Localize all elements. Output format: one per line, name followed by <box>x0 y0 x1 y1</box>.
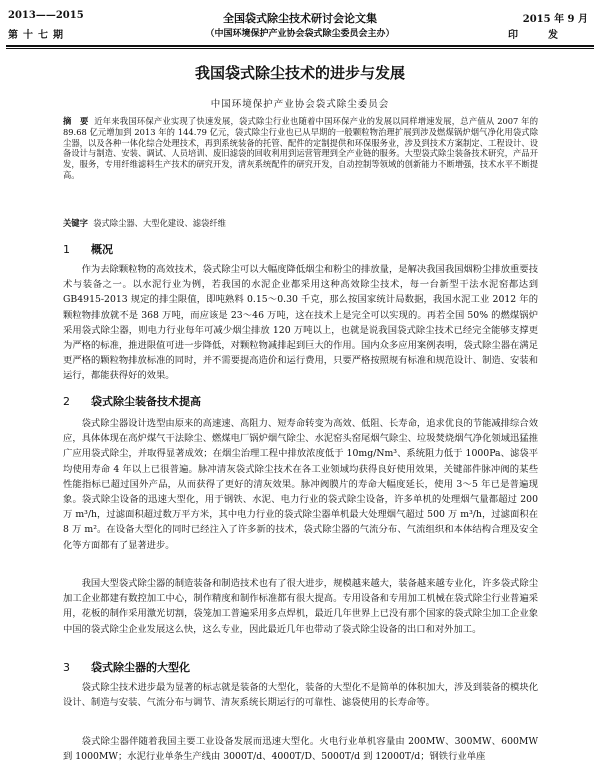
keywords-text: 袋式除尘器、大型化建设、滤袋纤维 <box>93 218 226 228</box>
section-title: 袋式除尘器的大型化 <box>91 661 190 674</box>
paragraph-industry-growth: 袋式除尘器伴随着我国主要工业设备发展而迅速大型化。火电行业单机容量由 200MW、300MW、600MW 到 1000MW；水泥行业单条生产线由 3000T/d、4000T/D、5000T/d 到 12000T/d；钢铁行业单座 <box>63 736 538 763</box>
header-issue: 第十七期 <box>8 30 68 41</box>
abstract <box>63 116 538 181</box>
section-number: 3 <box>63 661 70 674</box>
article-title: 我国袋式除尘技术的进步与发展 <box>194 64 405 82</box>
keywords-label: 关键字 <box>63 218 88 228</box>
header-period: 2013——2015 <box>8 10 84 21</box>
page-header <box>0 6 600 50</box>
section-title: 袋式除尘装备技术提高 <box>91 395 201 408</box>
header-rule <box>6 45 594 47</box>
header-rule-thin <box>6 48 594 49</box>
section-number: 2 <box>63 395 70 408</box>
header-print-note: 印发 <box>508 30 588 41</box>
header-journal-title: 全国袋式除尘技术研讨会论文集 <box>223 12 377 25</box>
paragraph-equipment: 袋式除尘器设计选型由原来的高速速、高阻力、短寿命转变为高效、低阻、长寿命，追求优良的节能减排综合效应，具体体现在高炉煤气干法除尘、燃煤电厂锅炉烟气除尘、水泥窑头窑尾烟气除尘、垃圾焚烧烟气净化领域迅猛推广应用袋式除尘，并取得显著成效；在烟尘治理工程中排放浓度低于 10mg/Nm³、系统阻力低于 1000Pa、滤袋平均使用寿命 4 年以上已很普遍。脉冲清灰袋式除尘技术在各工业领域均获得良好使用效果，关键部件脉冲阀的某些性能指标已超过国外产品，从而获得了更好的清灰效果。脉冲阀膜片的寿命大幅度延长，使用 3～5 年已是普遍现象。袋式除尘设备的迅速大型化，用于钢铁、水泥、电力行业的袋式除尘设备，许多单机的处理烟气量都超过 200 万 m³/h，过滤面积超过数万平方米，其中电力行业的袋式除尘器单机最大处理烟气超过 500 万 m³/h，过滤面积在 8 万 m²。在设备大型化的同时已经注入了许多新的技术，袋式除尘器的气流分布、气流组织和本体结构合理及安全化等方面都有了显著进步。 <box>63 418 538 551</box>
section-heading-1 <box>63 241 113 257</box>
header-organizer: （中国环境保护产业协会袋式除尘委员会主办） <box>205 29 395 39</box>
header-date: 2015 年 9 月 <box>522 14 588 25</box>
paragraph-overview: 作为去除颗粒物的高效技术，袋式除尘可以大幅度降低烟尘和粉尘的排放量，是解决我国我国烟粉尘排放重要技术与装备之一。以水泥行业为例，若我国的水泥企业都采用这种高效除尘技术，每一台新型干法水泥窑都达到 GB4915-2013 规定的排尘限值，即吨熟料 0.15～0.30 千克，那么按国家统计局数据，我国水泥工业 2012 年的颗粒物排放就不是 368 万吨，而应该是 23～46 万吨，这在技术上是完全可以实现的。再若全国 50% 的燃煤锅炉采用袋式除尘器，则电力行业每年可减少烟尘排放 120 万吨以上，也就是说我国袋式除尘技术已经完全能够支撑更为严格的标准，推进限值可进一步降低，对颗粒物减排起到巨大的作用。国内众多应用案例表明，袋式除尘器在满足更严格的颗粒物排放标准的同时，并不需要提高造价和运行费用，只要严格按照规有标准和规范设计、制造、安装和运行，都能获得好的效果。 <box>63 264 538 382</box>
section-heading-2 <box>63 393 201 409</box>
section-number: 1 <box>63 243 70 256</box>
paragraph-large-scale: 袋式除尘技术进步最为显著的标志就是装备的大型化，装备的大型化不是简单的体积加大，涉及到装备的模块化设计、制造与安装、气流分布与调节、清灰系统长期运行的可靠性、滤袋使用的长寿命等。 <box>63 682 538 709</box>
abstract-label: 摘 要 <box>63 116 89 126</box>
article-author: 中国环境保护产业协会袋式除尘委员会 <box>210 99 390 110</box>
section-title: 概况 <box>91 243 113 256</box>
paragraph-manufacturing: 我国大型袋式除尘器的制造装备和制造技术也有了很大进步，规模越来越大，装备越来越专业化，许多袋式除尘加工企业都建有数控加工中心，制作精度和制作标准都有很大提高。专用设备和专用加工机械在袋式除尘行业普遍采用，花板的制作采用激光切割，袋笼加工普遍采用多点焊机，最近几年世界上已没有那个国家的袋式除尘加工企业象中国的袋式除尘企业发展这么快，这么专业，因此最近几年也带动了袋式除尘设备的出口和对外加工。 <box>63 578 538 635</box>
abstract-text: 近年来我国环保产业实现了快速发展，袋式除尘行业也随着中国环保产业的发展以同样增速发展，总产值从 2007 年的 89.68 亿元增加到 2013 年的 144.79 亿元，袋式除尘行业也已从早期的一般颗粒物治理扩展到涉及燃煤锅炉烟气净化用袋式除尘器，以及各种一体化综合处理技术，再到系统装备的托管、配件的定制提供和环保服务业，涉及到技术方案制定、工程设计、设备设计与制造、安装、调试、人员培训、废旧滤袋的回收利用到运营管理到全产业链的服务。大型袋式除尘装备技术研究，产品开发，服务，专用纤维滤料生产技术的研究开发，清灰系统配件的研究开发，自动控制等领域的创新能力不断增强，技术水平不断提高。 <box>63 116 538 180</box>
section-heading-3 <box>63 659 190 675</box>
keywords <box>63 217 538 229</box>
